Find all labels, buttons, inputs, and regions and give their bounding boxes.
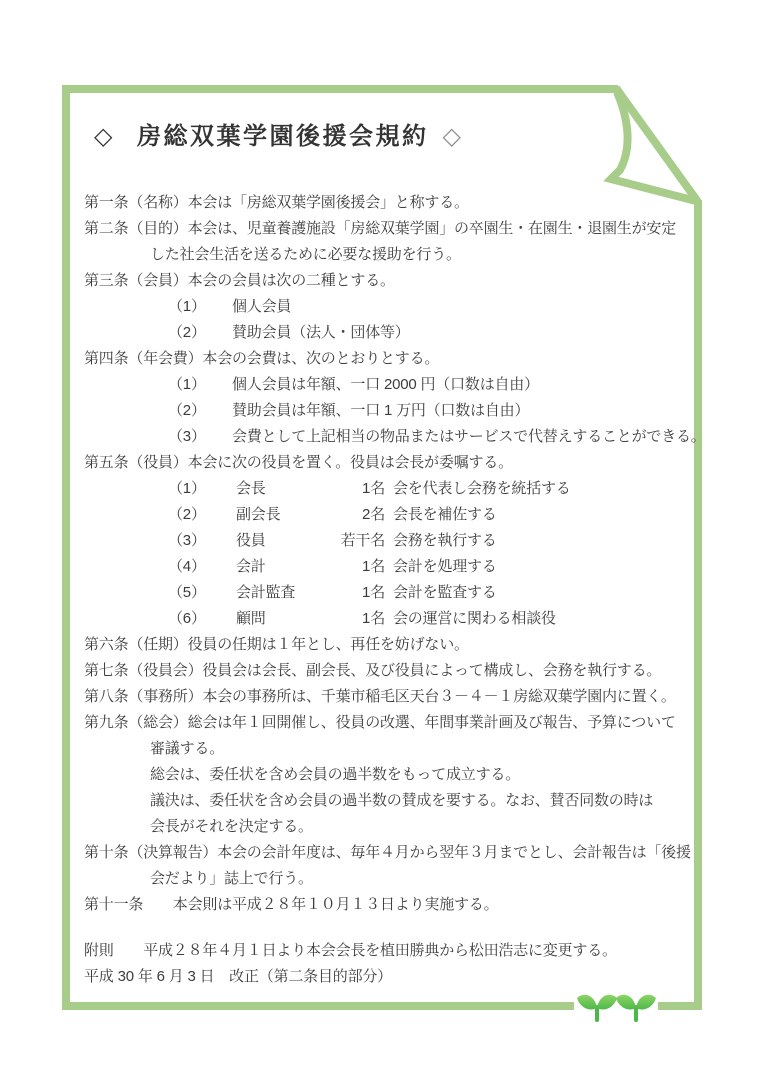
text-line: 第一条（名称）本会は「房総双葉学園後援会」と称する。 [84, 194, 469, 211]
sprout-icon [577, 995, 617, 1022]
text-line: 第六条（任期）役員の任期は１年とし、再任を妨げない。 [84, 636, 469, 653]
text-line: 第九条（総会）総会は年１回開催し、役員の改選、年間事業計画及び報告、予算について [84, 714, 676, 731]
text-line: （3） 役員 若干名 会務を執行する [168, 532, 497, 549]
text-line: （1） 会長 1名 会を代表し会務を統括する [168, 480, 571, 497]
text-line: 審議する。 [150, 740, 225, 757]
text-line: 第四条（年会費）本会の会費は、次のとおりとする。 [84, 350, 440, 367]
text-line: 平成 30 年 6 月 3 日 改正（第二条目的部分） [84, 968, 392, 985]
text-line: 第十条（決算報告）本会の会計年度は、毎年４月から翌年３月までとし、会計報告は「後援 [84, 844, 691, 861]
text-line: 第十一条 本会則は平成２８年１０月１３日より実施する。 [84, 896, 499, 913]
text-line: 会だより」誌上で行う。 [150, 870, 313, 887]
diamond-icon: ◇ [94, 123, 115, 150]
text-line: 第八条（事務所）本会の事務所は、千葉市稲毛区天台３－４－１房総双葉学園内に置く。 [84, 688, 676, 705]
page-fold-icon [611, 88, 698, 202]
text-line: （2） 賛助会員（法人・団体等） [168, 324, 410, 341]
text-line: （5） 会計監査 1名 会計を監査する [168, 584, 497, 601]
text-line: した社会生活を送るために必要な援助を行う。 [150, 246, 461, 263]
text-line: 第五条（役員）本会に次の役員を置く。役員は会長が委嘱する。 [84, 454, 513, 471]
page-title [94, 116, 463, 151]
page-title-text: 房総双葉学園後援会規約 [136, 123, 429, 150]
text-line: （1） 個人会員は年額、一口 2000 円（口数は自由） [168, 376, 539, 393]
text-line: 第七条（役員会）役員会は会長、副会長、及び役員によって構成し、会務を執行する。 [84, 662, 662, 679]
text-line: 議決は、委任状を含め会員の過半数の賛成を要する。なお、賛否同数の時は [150, 792, 654, 809]
text-line: 附則 平成２８年４月１日より本会会長を植田勝典から松田浩志に変更する。 [84, 942, 617, 959]
text-line: 第三条（会員）本会の会員は次の二種とする。 [84, 272, 395, 289]
document-body [84, 190, 704, 990]
text-line: （4） 会計 1名 会計を処理する [168, 558, 497, 575]
text-line: （2） 賛助会員は年額、一口 1 万円（口数は自由） [168, 402, 530, 419]
text-line: （2） 副会長 2名 会長を補佐する [168, 506, 497, 523]
diamond-icon: ◇ [442, 123, 464, 150]
text-line: 会長がそれを決定する。 [150, 818, 313, 835]
text-line: 第二条（目的）本会は、児童養護施設「房総双葉学園」の卒園生・在園生・退園生が安定 [84, 220, 677, 237]
text-line: （1） 個人会員 [168, 298, 292, 315]
text-line: （6） 顧問 1名 会の運営に関わる相談役 [168, 610, 556, 627]
sprout-icon [616, 995, 656, 1022]
text-line: 総会は、委任状を含め会員の過半数をもって成立する。 [150, 766, 521, 783]
text-line: （3） 会費として上記相当の物品またはサービスで代替えすることができる。 [168, 428, 706, 445]
